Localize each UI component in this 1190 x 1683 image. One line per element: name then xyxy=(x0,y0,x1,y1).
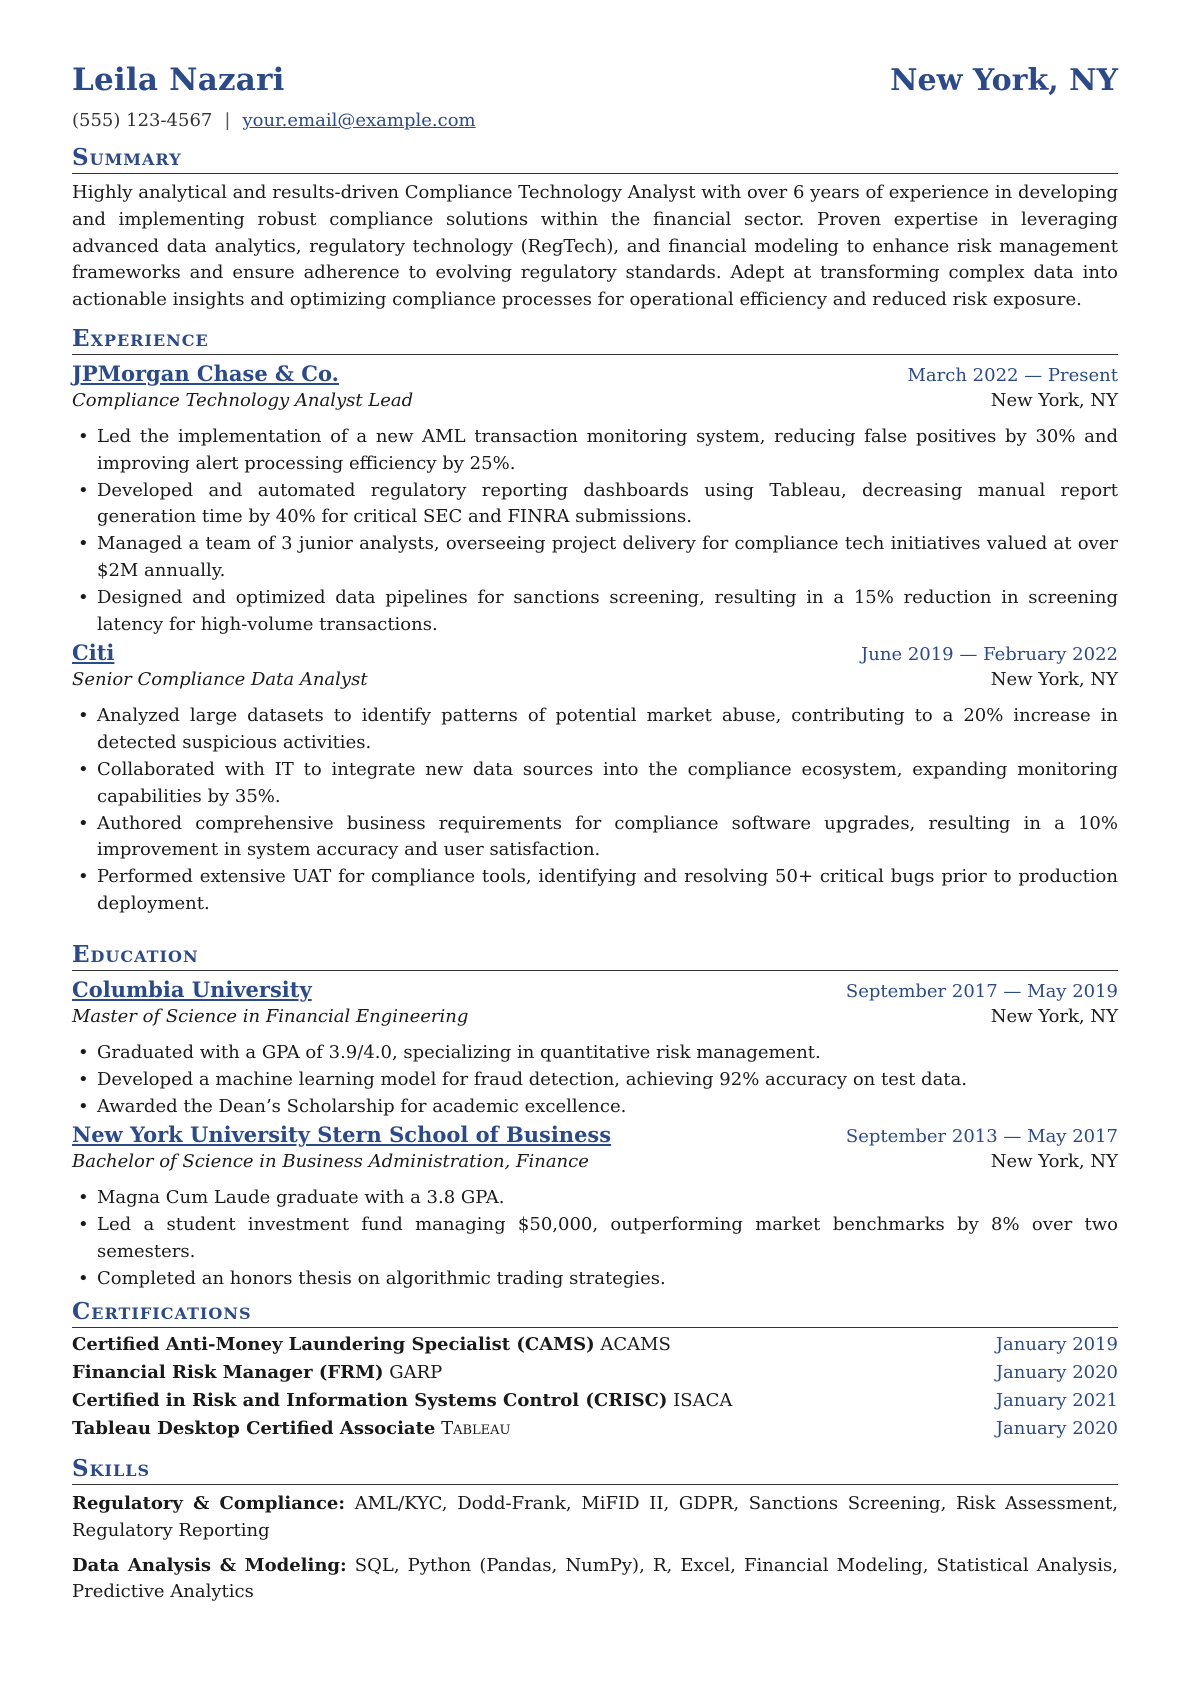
entry-subheader xyxy=(72,390,1118,417)
job-location: New York, NY xyxy=(990,390,1118,411)
experience-section xyxy=(72,325,1118,918)
contact-separator: | xyxy=(224,110,231,131)
certification-date: January 2020 xyxy=(995,1418,1118,1439)
section-title-certifications: Certifications xyxy=(72,1298,1118,1328)
contact-line xyxy=(72,110,476,131)
entry-header xyxy=(72,1122,1118,1151)
certification-issuer: GARP xyxy=(389,1362,443,1383)
job-title: Senior Compliance Data Analyst xyxy=(72,669,368,691)
bullet-item: • Analyzed large datasets to identify patterns of potential market abuse, contributing to a 20% increase in detected suspicious activities. xyxy=(72,703,1118,757)
certification-list xyxy=(72,1334,1118,1446)
certification-name: Certified in Risk and Information Systems Control (CRISC) xyxy=(72,1390,668,1411)
certification-date: January 2021 xyxy=(995,1390,1118,1411)
study-dates: September 2017 — May 2019 xyxy=(845,981,1118,1002)
bullet-item: • Graduated with a GPA of 3.9/4.0, specializing in quantitative risk management. xyxy=(72,1040,1118,1067)
phone-number: (555) 123-4567 xyxy=(72,110,213,131)
skill-group-label: Regulatory & Compliance: xyxy=(72,1493,345,1514)
study-dates: September 2013 — May 2017 xyxy=(845,1126,1118,1148)
bullet-item: • Magna Cum Laude graduate with a 3.8 GPA. xyxy=(72,1185,1118,1212)
certification-row xyxy=(72,1390,1118,1418)
certification-issuer: ISACA xyxy=(673,1390,733,1411)
bullet-item: • Developed a machine learning model for fraud detection, achieving 92% accuracy on test data. xyxy=(72,1067,1118,1094)
entry-header xyxy=(72,640,1118,669)
certification-name: Tableau Desktop Certified Associate xyxy=(72,1418,436,1439)
bullet-item: • Designed and optimized data pipelines for sanctions screening, resulting in a 15% reduction in screening latency for high-volume transactions. xyxy=(72,585,1118,639)
certifications-section xyxy=(72,1298,1118,1446)
certification-date: January 2020 xyxy=(995,1362,1118,1383)
bullet-item: • Awarded the Dean’s Scholarship for academic excellence. xyxy=(72,1094,1118,1121)
skill-group-items: SQL, Python (Pandas, NumPy), R, Excel, Financial Modeling, Statistical Analysis, Predictive Analytics xyxy=(72,1554,1118,1603)
bullet-item: • Managed a team of 3 junior analysts, overseeing project delivery for compliance tech initiatives valued at over $2M annually. xyxy=(72,531,1118,585)
degree: Master of Science in Financial Engineering xyxy=(72,1006,469,1027)
certification-row xyxy=(72,1334,1118,1362)
candidate-location: New York, NY xyxy=(890,63,1118,98)
skill-group-label: Data Analysis & Modeling: xyxy=(72,1554,347,1576)
bullet-list xyxy=(72,703,1118,917)
employment-dates: March 2022 — Present xyxy=(907,365,1118,386)
candidate-name: Leila Nazari xyxy=(72,62,285,98)
bullet-list xyxy=(72,1185,1118,1292)
summary-section xyxy=(72,144,1118,314)
skill-group-items: AML/KYC, Dodd-Frank, MiFID II, GDPR, Sanctions Screening, Risk Assessment, Regulatory Reporting xyxy=(72,1493,1118,1541)
bullet-list xyxy=(72,424,1118,638)
entry-subheader xyxy=(72,1151,1118,1178)
bullet-item: • Completed an honors thesis on algorithmic trading strategies. xyxy=(72,1266,1118,1293)
section-title-experience: Experience xyxy=(72,325,1118,355)
summary-text: Highly analytical and results-driven Compliance Technology Analyst with over 6 years of experience in developing and implementing robust compliance solutions within the financial sector. Proven expertise in leveraging advanced data analytics, regulatory technology (RegTech), and financial modeling to enhance risk management frameworks and ensure adherence to evolving regulatory standards. Adept at transforming complex data into actionable insights and optimizing compliance processes for operational efficiency and reduced risk exposure. xyxy=(72,182,1118,311)
section-title-skills: Skills xyxy=(72,1455,1118,1485)
experience-entry-jpmorgan xyxy=(72,361,1118,638)
bullet-item: • Authored comprehensive business requirements for compliance software upgrades, resulting in a 10% improvement in system accuracy and user satisfaction. xyxy=(72,811,1118,865)
employment-dates: June 2019 — February 2022 xyxy=(861,644,1118,666)
bullet-item: • Developed and automated regulatory reporting dashboards using Tableau, decreasing manual report generation time by 40% for critical SEC and FINRA submissions. xyxy=(72,478,1118,532)
email-link[interactable]: your.email@example.com xyxy=(242,110,476,131)
section-title-education: Education xyxy=(72,941,1118,971)
skill-group xyxy=(72,1491,1118,1545)
degree: Bachelor of Science in Business Administration, Finance xyxy=(72,1151,589,1173)
experience-entry-citi xyxy=(72,640,1118,917)
employer-name[interactable]: Citi xyxy=(72,640,115,666)
certification-issuer: Tableau xyxy=(441,1418,511,1439)
bullet-list xyxy=(72,1040,1118,1120)
school-name[interactable]: New York University Stern School of Business xyxy=(72,1122,612,1148)
bullet-item: • Led a student investment fund managing $50,000, outperforming market benchmarks by 8% over two semesters. xyxy=(72,1212,1118,1266)
school-name[interactable]: Columbia University xyxy=(72,977,312,1002)
certification-date: January 2019 xyxy=(995,1334,1118,1355)
employer-name[interactable]: JPMorgan Chase & Co. xyxy=(72,361,339,386)
entry-subheader xyxy=(72,669,1118,696)
job-location: New York, NY xyxy=(990,669,1118,691)
certification-name: Certified Anti-Money Laundering Specialist (CAMS) xyxy=(72,1334,595,1355)
skill-group xyxy=(72,1553,1118,1607)
entry-header xyxy=(72,977,1118,1006)
certification-row xyxy=(72,1362,1118,1390)
resume-header xyxy=(72,62,1118,106)
entry-subheader xyxy=(72,1006,1118,1033)
education-entry-columbia xyxy=(72,977,1118,1120)
education-section xyxy=(72,941,1118,1293)
education-entry-nyu xyxy=(72,1122,1118,1292)
entry-header xyxy=(72,361,1118,390)
school-location: New York, NY xyxy=(990,1006,1118,1027)
certification-name: Financial Risk Manager (FRM) xyxy=(72,1362,384,1383)
bullet-item: • Performed extensive UAT for compliance tools, identifying and resolving 50+ critical bugs prior to production deployment. xyxy=(72,864,1118,918)
certification-row xyxy=(72,1418,1118,1446)
job-title: Compliance Technology Analyst Lead xyxy=(72,390,414,411)
skills-section xyxy=(72,1455,1118,1606)
certification-issuer: ACAMS xyxy=(600,1334,671,1355)
school-location: New York, NY xyxy=(990,1151,1118,1173)
section-title-summary: Summary xyxy=(72,144,1118,174)
bullet-item: • Led the implementation of a new AML transaction monitoring system, reducing false positives by 30% and improving alert processing efficiency by 25%. xyxy=(72,424,1118,478)
bullet-item: • Collaborated with IT to integrate new data sources into the compliance ecosystem, expanding monitoring capabilities by 35%. xyxy=(72,757,1118,811)
